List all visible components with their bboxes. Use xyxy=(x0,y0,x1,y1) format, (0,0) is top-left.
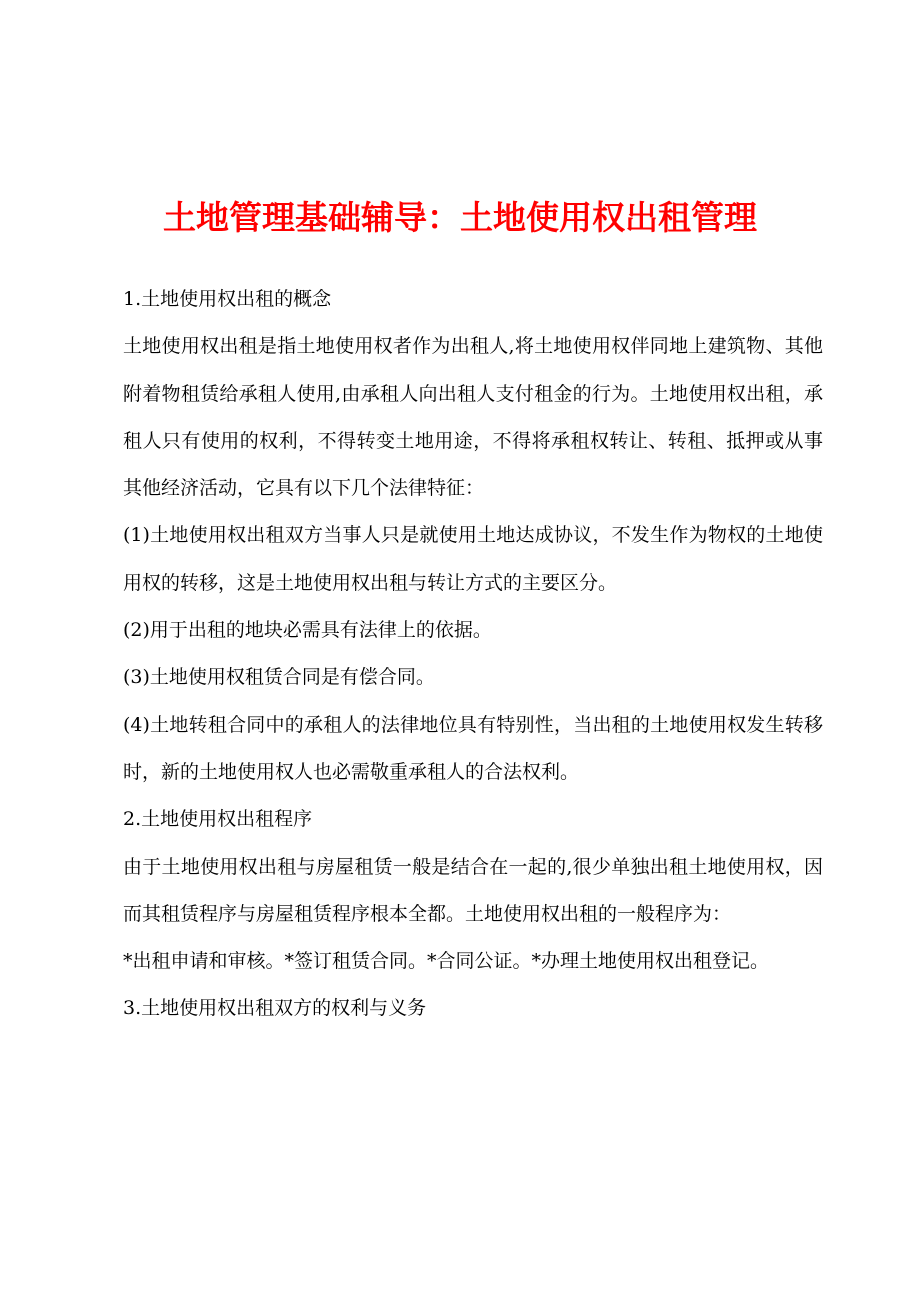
list-item-2: (2)用于出租的地块必需具有法律上的依据。 xyxy=(123,619,492,642)
document-body xyxy=(123,276,823,1033)
section-heading-3: 3.土地使用权出租双方的权利与义务 xyxy=(123,997,427,1020)
section-heading-2: 2.土地使用权出租程序 xyxy=(123,808,313,831)
paragraph-definition: 土地使用权出租是指土地使用权者作为出租人,将土地使用权伴同地上建筑物、其他附着物租赁给承租人使用,由承租人向出租人支付租金的行为。土地使用权出租，承租人只有使用的权利，不得转变土地用途，不得将承租权转让、转租、抵押或从事其他经济活动，它具有以下几个法律特征： xyxy=(123,335,823,500)
list-item-4: (4)土地转租合同中的承租人的法律地位具有特别性，当出租的土地使用权发生转移时，新的土地使用权人也必需敬重承租人的合法权利。 xyxy=(123,713,823,783)
paragraph-procedure: 由于土地使用权出租与房屋租赁一般是结合在一起的,很少单独出租土地使用权，因而其租赁程序与房屋租赁程序根本全都。土地使用权出租的一般程序为： xyxy=(123,855,823,925)
document-title: 土地管理基础辅导：土地使用权出租管理 xyxy=(163,198,757,237)
section-heading-1: 1.土地使用权出租的概念 xyxy=(123,288,332,310)
procedure-steps: *出租申请和审核。*签订租赁合同。*合同公证。*办理土地使用权出租登记。 xyxy=(123,950,770,973)
list-item-3: (3)土地使用权租赁合同是有偿合同。 xyxy=(123,666,435,689)
list-item-1: (1)土地使用权出租双方当事人只是就使用土地达成协议，不发生作为物权的土地使用权的转移，这是土地使用权出租与转让方式的主要区分。 xyxy=(123,524,823,594)
